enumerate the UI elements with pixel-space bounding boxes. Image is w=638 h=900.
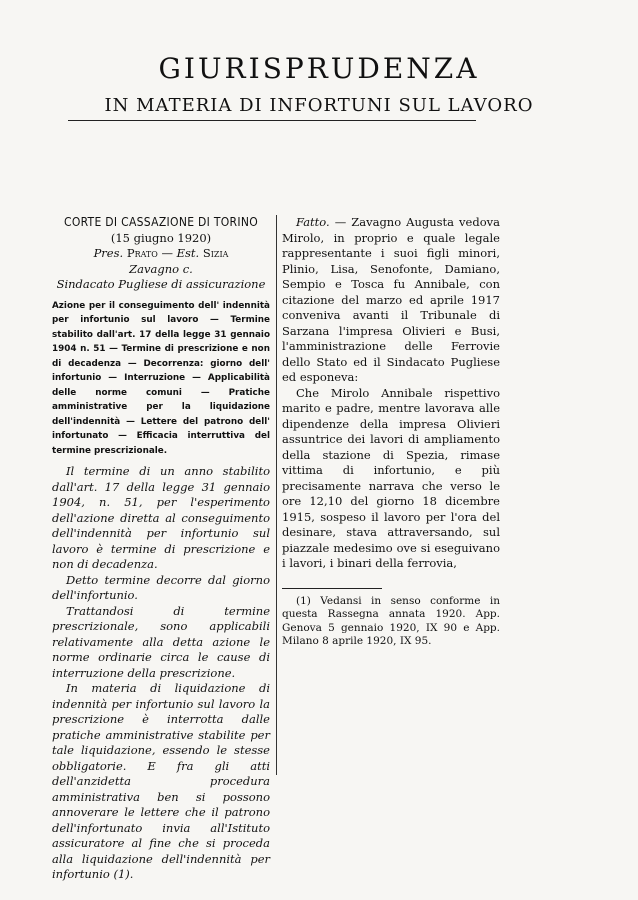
fatto-text-1: — Zavagno Augusta vedova Mirolo, in proprio e quale legale rappresentante i suoi figli minori, Plinio, Lisa, Senofonte, Damiano, Sempio e Tosca fu Annibale, con citazione del marzo ed aprile 1917 conveniva avanti il Tribunale di Sarzana l'impresa Olivieri e Busi, l'amministrazione delle Ferrovie dello Stato ed il Sindacato Pugliese ed esponeva: — [282, 215, 500, 384]
footnote: (1) Vedansi in senso conforme in questa Rassegna annata 1920. App. Genova 5 gennaio 1920, IX 90 e App. Milano 8 aprile 1920, IX 95. — [282, 594, 500, 647]
fatto-label: Fatto. — [296, 215, 330, 229]
maxim-3: Trattandosi di termine prescrizionale, sono applicabili relativamente alla detta azione le norme ordinarie circa le cause di interruzione della prescrizione. — [52, 603, 270, 680]
subtitle-underline — [68, 120, 476, 121]
maxim-4: In materia di liquidazione di indennità per infortunio sul lavoro la prescrizione è interrotta dalle pratiche amministrative stabilite per tale liquidazione, essendo le stesse obbligatorie. E fra gli atti dell'anzidetta procedura amministrativa ben si possono annoverare le lettere che il patrono dell'infortunato invia all'Istituto assicuratore al fine che si proceda alla liquidazione dell'indennità per infortunio (1). — [52, 681, 270, 881]
fatto-paragraph-1 — [282, 215, 500, 386]
party-appellant: Zavagno c. — [129, 261, 193, 276]
footnote-rule — [282, 588, 382, 589]
estensore-name: Sizia — [202, 246, 229, 260]
judges-line — [52, 246, 270, 262]
fatto-paragraph-2: Che Mirolo Annibale rispettivo marito e padre, mentre lavorava alle dipendenze della impresa Olivieri assuntrice dei lavori di ampliamento della stazione di Spezia, rimase vittima di infortunio, e più precisamente narrava che verso le ore 12,10 del giorno 18 dicembre 1915, sospeso il lavoro per l'ora del desinare, stava attraversando, sul piazzale medesimo ove si eseguivano i lavori, i binari della ferrovia, — [282, 385, 500, 570]
journal-section-title: GIURISPRUDENZA — [158, 52, 480, 85]
maxim-1: Il termine di un anno stabilito dall'art. 17 della legge 31 gennaio 1904, n. 51, per l'esperimento dell'azione diretta al conseguimento dell'indennità per infortunio sul lavoro è termine di prescrizione e non di decadenza. — [52, 464, 270, 571]
case-summary: Azione per il conseguimento dell' indennità per infortunio sul lavoro — Termine stabilito dall'art. 17 della legge 31 gennaio 1904 n. 51 — Termine di prescrizione e non di decadenza — Decorrenza: giorno dell' infortunio — Interruzione — Applicabilità delle norme comuni — Pratiche amministrative per la liquidazione dell'indennità — Lettere del patrono dell' infortunato — Efficacia interruttiva del termine prescrizionale. — [52, 300, 270, 456]
president-name: Prato — [126, 246, 158, 260]
right-column — [282, 215, 500, 649]
decision-date: (15 giugno 1920) — [110, 230, 212, 245]
journal-section-subtitle: IN MATERIA DI INFORTUNI SUL LAVORO — [104, 95, 534, 116]
estensore-label: — Est. — [161, 246, 200, 260]
maxim-2: Detto termine decorre dal giorno dell'infortunio. — [52, 572, 270, 602]
court-name: CORTE DI CASSAZIONE DI TORINO — [63, 215, 259, 229]
column-divider — [276, 215, 277, 775]
party-respondent: Sindacato Pugliese di assicurazione — [56, 277, 266, 291]
left-column — [52, 215, 270, 883]
president-label: Pres. — [93, 246, 124, 260]
